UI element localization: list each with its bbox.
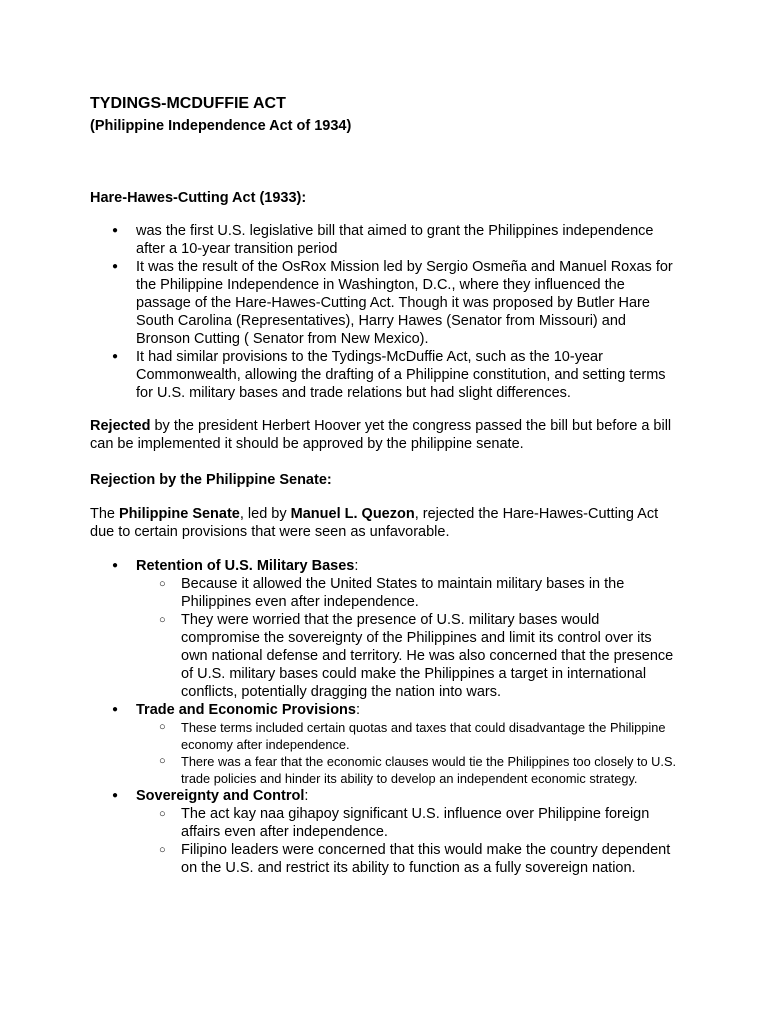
senate-text-3: , rejected the Hare-Hawes-Cutting Act due to certain provisions that were seen as unfavorable.	[90, 506, 659, 540]
list-item: ● It was the result of the OsRox Mission led by Sergio Osmeña and Manuel Roxas for the Philippine Independence in Washington, D.C., where they influenced the passage of the Hare-Hawes-Cutting Act. Though it was proposed by Butler Hare South Carolina (Representatives), Harry Hawes (Senator from Missouri) and Bronson Cutting ( Senator from New Mexico).	[90, 258, 678, 348]
sub-list-item: ○ There was a fear that the economic clauses would tie the Philippines too closely to U.S. trade policies and hinder its ability to develop an independent economic strategy.	[136, 753, 678, 787]
list-item	[90, 701, 678, 787]
list-item: ● was the first U.S. legislative bill that aimed to grant the Philippines independence after a 10-year transition period	[90, 222, 678, 258]
reason-label: Retention of U.S. Military Bases	[136, 558, 355, 574]
hare-hawes-list	[90, 222, 678, 402]
reason-colon: :	[304, 788, 309, 804]
sub-list-item: ○ The act kay naa gihapoy significant U.S. influence over Philippine foreign affairs even after independence.	[136, 805, 678, 841]
reason-sublist	[136, 719, 678, 787]
list-item	[90, 557, 678, 701]
document-title: TYDINGS-MCDUFFIE ACT	[90, 95, 286, 112]
rejected-text: by the president Herbert Hoover yet the congress passed the bill but before a bill can be implemented it should be approved by the philippine senate.	[90, 418, 672, 452]
reason-colon: :	[355, 702, 361, 718]
reason-label: Trade and Economic Provisions	[136, 702, 356, 718]
reason-label: Sovereignty and Control	[136, 788, 305, 804]
sub-list-item: ○ Because it allowed the United States to maintain military bases in the Philippines even after independence.	[136, 575, 678, 611]
senate-text-2: , led by	[239, 506, 291, 522]
list-item	[90, 787, 678, 877]
senate-text-1: The	[90, 506, 120, 522]
rejected-bold: Rejected	[90, 418, 151, 434]
senate-paragraph	[90, 505, 678, 541]
rejection-heading: Rejection by the Philippine Senate:	[90, 472, 332, 488]
hare-hawes-heading: Hare-Hawes-Cutting Act (1933):	[90, 190, 307, 206]
sub-list-item: ○ Filipino leaders were concerned that this would make the country dependent on the U.S. and restrict its ability to function as a fully sovereign nation.	[136, 841, 678, 877]
document-subtitle: (Philippine Independence Act of 1934)	[90, 118, 352, 134]
list-item: ● It had similar provisions to the Tydings-McDuffie Act, such as the 10-year Commonwealth, allowing the drafting of a Philippine constitution, and setting terms for U.S. military bases and trade relations but had slight differences.	[90, 348, 678, 402]
reason-colon: :	[354, 558, 359, 574]
sub-list-item: ○ They were worried that the presence of U.S. military bases would compromise the sovereignty of the Philippines and limit its control over its own national defense and territory. He was also concerned that the presence of U.S. military bases could make the Philippines a target in international conflicts, potentially dragging the nation into wars.	[136, 611, 678, 701]
reasons-list	[90, 557, 678, 877]
reason-sublist	[136, 575, 678, 701]
reason-sublist	[136, 805, 678, 877]
senate-bold-2: Manuel L. Quezon	[290, 506, 415, 522]
rejected-paragraph	[90, 417, 678, 453]
senate-bold-1: Philippine Senate	[119, 506, 240, 522]
sub-list-item: ○ These terms included certain quotas and taxes that could disadvantage the Philippine economy after independence.	[136, 719, 678, 753]
